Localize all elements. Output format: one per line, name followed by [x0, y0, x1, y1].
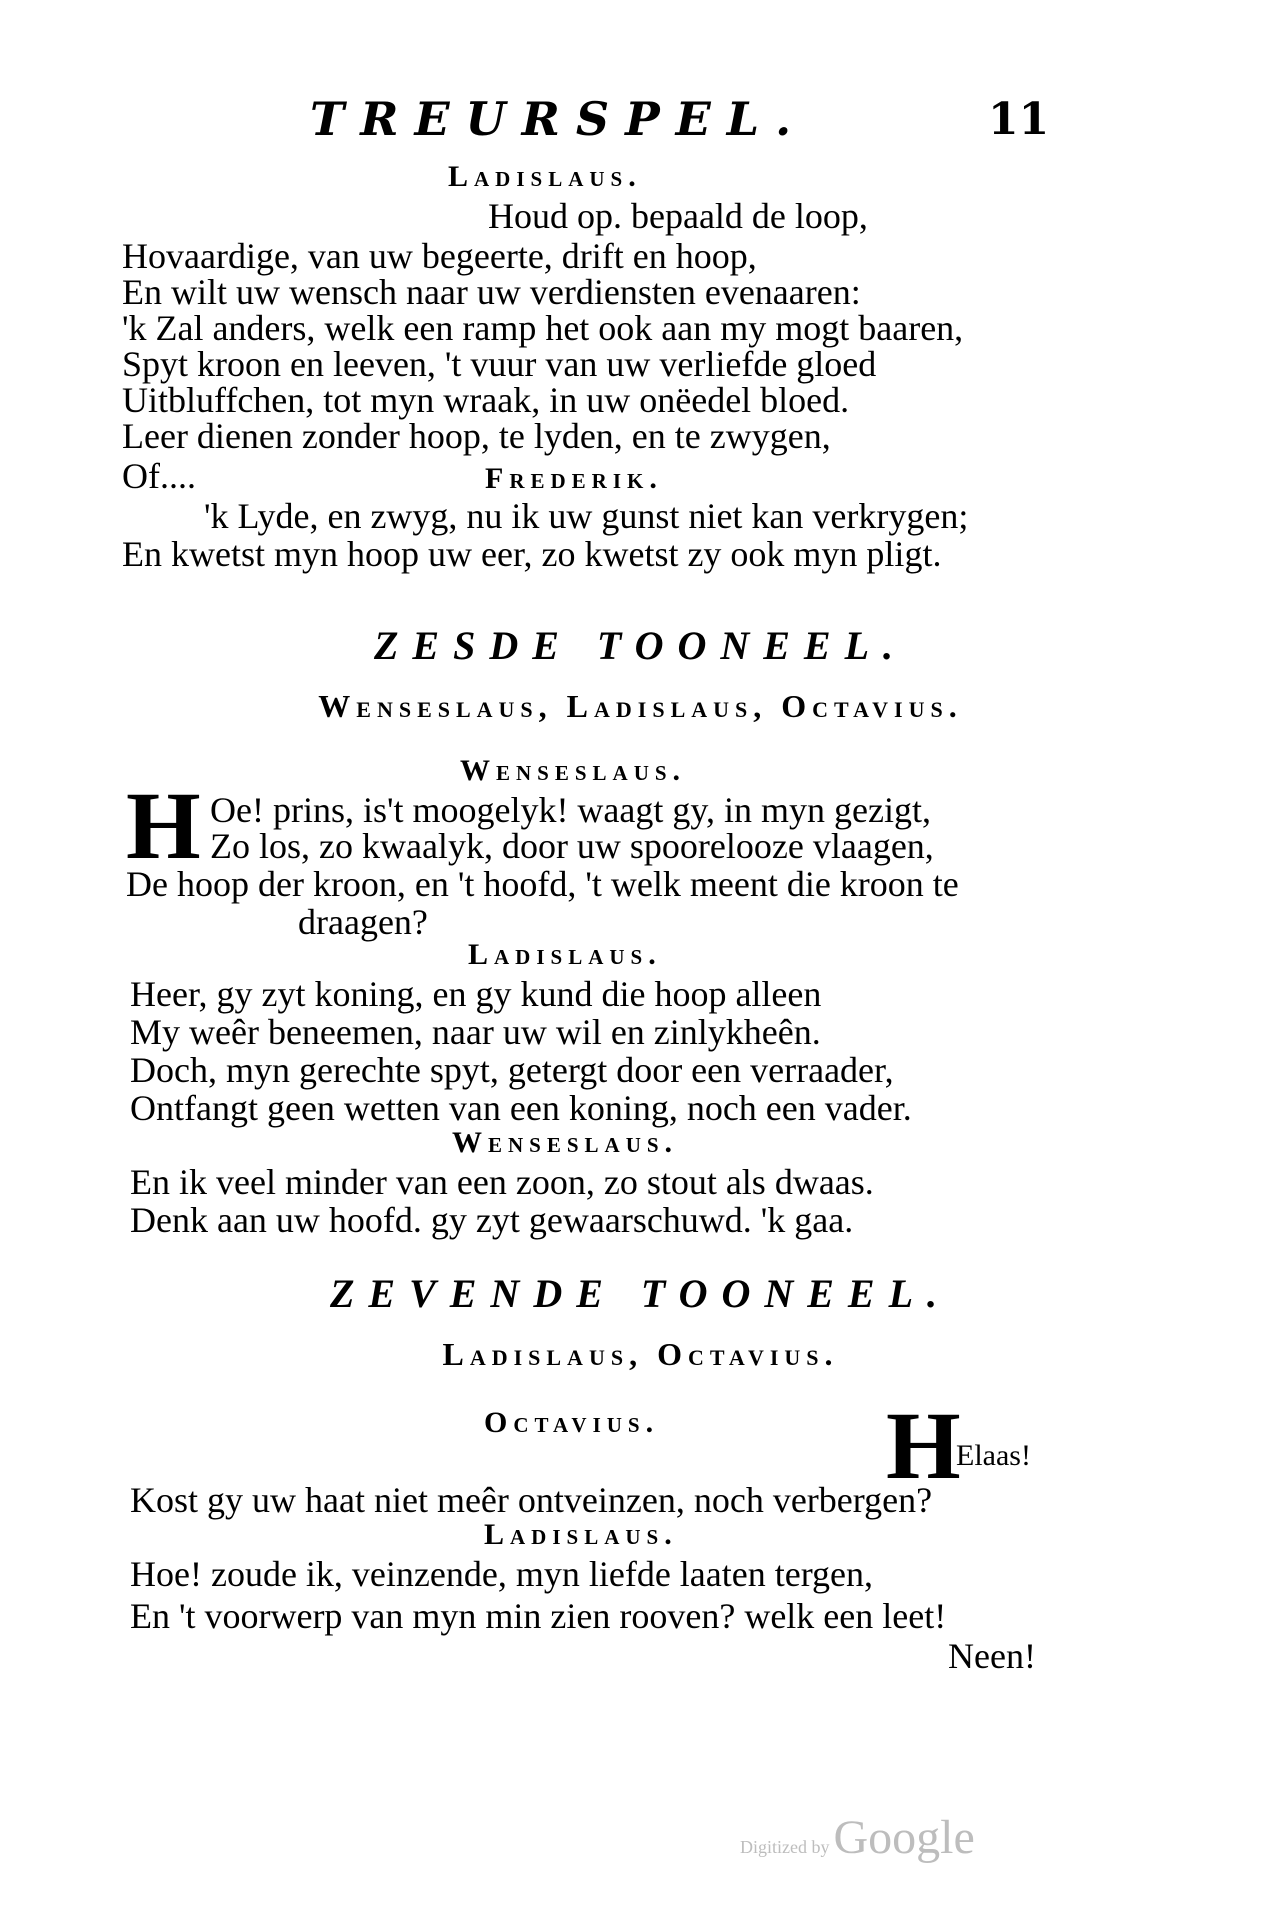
- verse-line: 'k Lyde, en zwyg, nu ik uw gunst niet kan verkrygen;: [204, 496, 969, 536]
- verse-line: Houd op. bepaald de loop,: [488, 196, 868, 236]
- verse-line: Denk aan uw hoofd. gy zyt gewaarschuwd. 'k gaa.: [130, 1200, 854, 1240]
- verse-line: Ontfangt geen wetten van een koning, noch een vader.: [130, 1088, 912, 1128]
- verse-line: De hoop der kroon, en 't hoofd, 't welk meent die kroon te: [126, 864, 959, 904]
- speaker-name: Wenseslaus.: [452, 1126, 679, 1159]
- verse-line: Oe! prins, is't moogelyk! waagt gy, in myn gezigt,: [210, 790, 932, 830]
- scene-characters: Ladislaus, Octavius.: [442, 1336, 839, 1372]
- speaker-name: Frederik.: [485, 462, 663, 495]
- verse-line: Spyt kroon en leeven, 't vuur van uw verliefde gloed: [122, 344, 877, 384]
- page-number: 11: [988, 94, 1050, 145]
- verse-line: Doch, myn gerechte spyt, getergt door een verraader,: [130, 1050, 894, 1090]
- speaker-name: Ladislaus.: [448, 160, 642, 193]
- speaker-name: Ladislaus.: [468, 938, 662, 971]
- scene-heading: ZESDE TOONEEL.: [373, 623, 908, 668]
- speaker-name: Wenseslaus.: [460, 754, 687, 787]
- scene-heading: ZEVENDE TOONEEL.: [329, 1271, 952, 1316]
- verse-line: Uitbluffchen, tot myn wraak, in uw onëedel bloed.: [122, 380, 850, 420]
- running-title: TREURSPEL.: [310, 92, 808, 146]
- verse-line: Of....: [122, 456, 196, 496]
- verse-line: Leer dienen zonder hoop, te lyden, en te zwygen,: [122, 416, 831, 456]
- verse-line: En kwetst myn hoop uw eer, zo kwetst zy ook myn pligt.: [122, 534, 942, 574]
- watermark-prefix: Digitized by: [740, 1837, 830, 1857]
- verse-line: Zo los, zo kwaalyk, door uw spoorelooze vlaagen,: [210, 826, 934, 866]
- verse-line: Hoe! zoude ik, veinzende, myn liefde laaten tergen,: [130, 1554, 874, 1594]
- digitized-watermark: [740, 1810, 975, 1865]
- verse-line: My weêr beneemen, naar uw wil en zinlykheên.: [130, 1012, 821, 1052]
- verse-line: draagen?: [298, 902, 428, 942]
- verse-line: Hovaardige, van uw begeerte, drift en hoop,: [122, 236, 757, 276]
- verse-line: En wilt uw wensch naar uw verdiensten evenaaren:: [122, 272, 861, 312]
- verse-line: En 't voorwerp van myn min zien rooven? welk een leet!: [130, 1596, 947, 1636]
- verse-line: En ik veel minder van een zoon, zo stout als dwaas.: [130, 1162, 874, 1202]
- speaker-name: Octavius.: [484, 1406, 660, 1439]
- drop-capital: H: [126, 772, 201, 879]
- catchword: Neen!: [948, 1636, 1036, 1676]
- watermark-brand: Google: [833, 1811, 975, 1864]
- verse-line: Kost gy uw haat niet meêr ontveinzen, noch verbergen?: [130, 1480, 933, 1520]
- verse-line: Elaas!: [956, 1439, 1031, 1472]
- verse-line: 'k Zal anders, welk een ramp het ook aan my mogt baaren,: [122, 308, 964, 348]
- drop-capital: H: [886, 1392, 961, 1499]
- running-header: [0, 92, 1281, 152]
- verse-line: Heer, gy zyt koning, en gy kund die hoop alleen: [130, 974, 822, 1014]
- speaker-name: Ladislaus.: [484, 1518, 678, 1551]
- scene-characters: Wenseslaus, Ladislaus, Octavius.: [318, 688, 963, 724]
